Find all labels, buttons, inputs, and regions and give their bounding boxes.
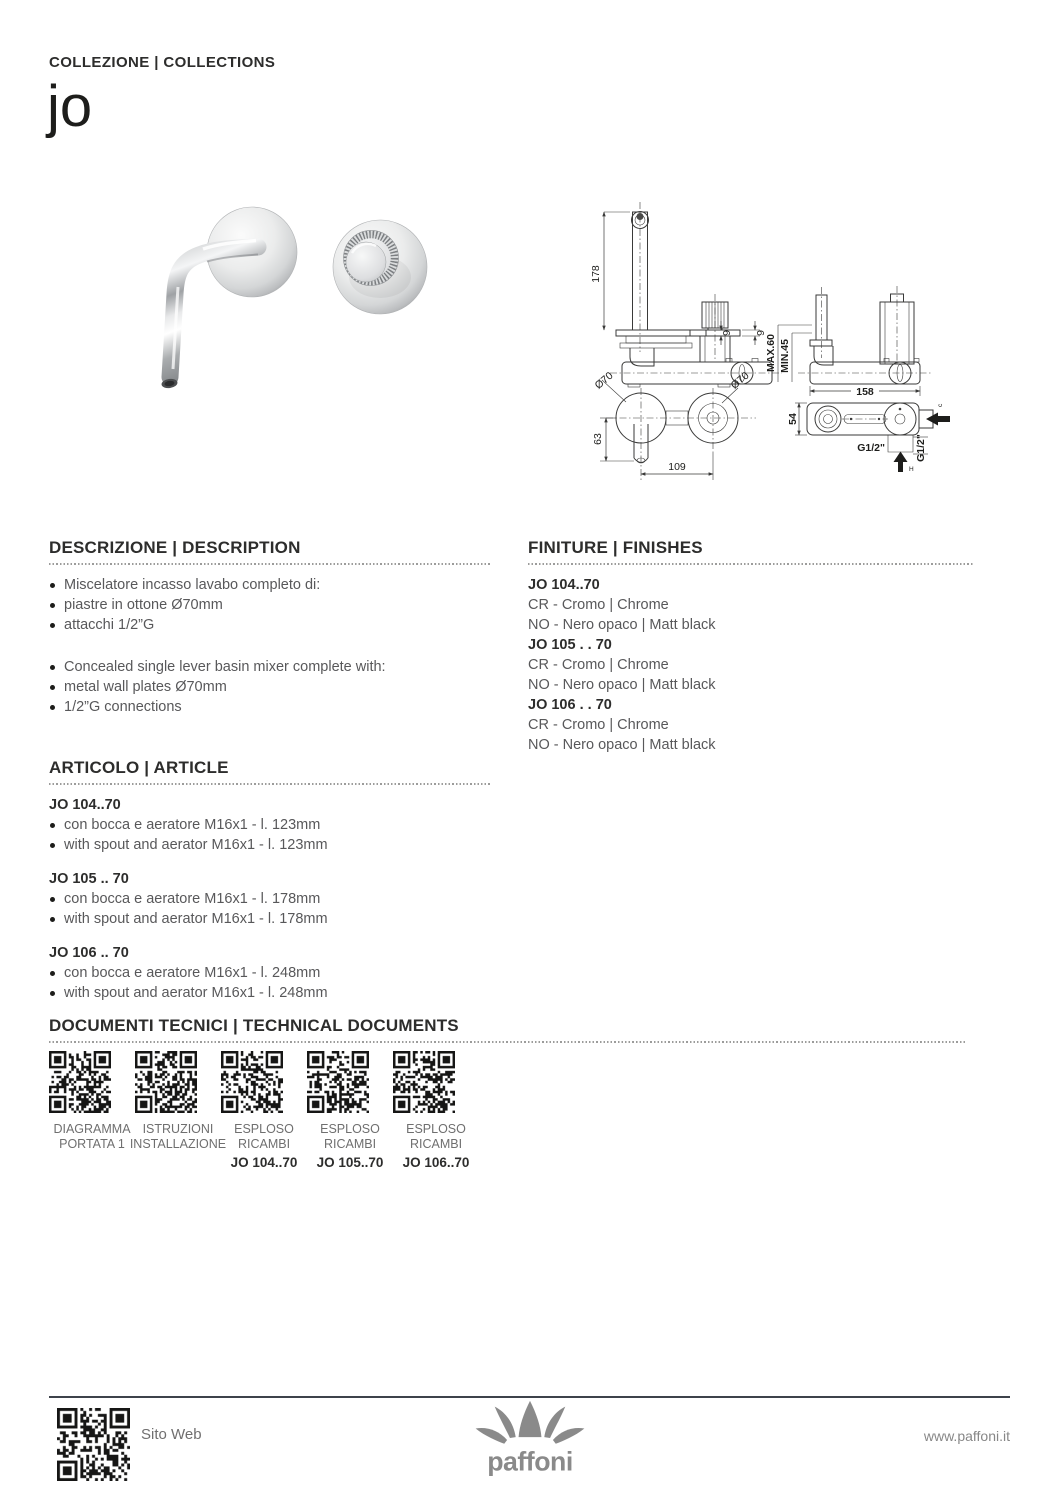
dim-spout-height — [590, 212, 630, 330]
description-item: attacchi 1/2”G — [49, 615, 490, 635]
finish-option: CR - Cromo | Chrome — [528, 717, 669, 733]
document-item — [307, 1051, 393, 1170]
svg-text:G1/2": G1/2" — [857, 442, 885, 454]
article-item: con bocca e aeratore M16x1 - l. 248mm — [49, 963, 490, 983]
qr-code-website — [57, 1408, 130, 1481]
dotted-rule — [49, 783, 490, 785]
dim-plate-thickness-right — [742, 321, 767, 345]
flow-arrow-left — [926, 413, 950, 426]
document-label: ESPLOSO RICAMBI — [234, 1122, 294, 1151]
dotted-rule — [49, 1041, 967, 1043]
documents-title: DOCUMENTI TECNICI | TECHNICAL DOCUMENTS — [49, 1016, 459, 1035]
dim-thread-bottom — [857, 442, 914, 473]
logo-fountain-icon — [476, 1401, 585, 1444]
bullet-icon — [50, 705, 55, 710]
qr-code — [307, 1051, 369, 1113]
svg-text:9: 9 — [721, 330, 733, 336]
document-code: JO 105..70 — [316, 1155, 384, 1170]
qr-code — [221, 1051, 283, 1113]
dim-centers-distance — [641, 452, 713, 480]
description-title: DESCRIZIONE | DESCRIPTION — [49, 538, 301, 557]
svg-text:c: c — [937, 403, 944, 407]
bullet-icon — [50, 583, 55, 588]
bullet-icon — [50, 823, 55, 828]
dotted-rule — [49, 563, 490, 565]
finish-code: JO 106 . . 70 — [528, 697, 612, 713]
svg-text:MIN.45: MIN.45 — [779, 339, 791, 373]
paffoni-logo — [468, 1397, 592, 1481]
finish-code: JO 104..70 — [528, 577, 600, 593]
finish-option: NO - Nero opaco | Matt black — [528, 617, 716, 633]
svg-text:G1/2": G1/2" — [915, 434, 927, 462]
product-photo — [140, 195, 440, 410]
svg-text:178: 178 — [590, 265, 602, 283]
document-label: DIAGRAMMA PORTATA 1 — [53, 1122, 131, 1151]
article-group — [49, 869, 490, 929]
article-item: con bocca e aeratore M16x1 - l. 178mm — [49, 889, 490, 909]
finish-option: CR - Cromo | Chrome — [528, 657, 669, 673]
side-view-rough-in — [798, 286, 932, 384]
document-label: ISTRUZIONI INSTALLAZIONE — [129, 1122, 227, 1151]
description-item: Concealed single lever basin mixer complete with: — [49, 657, 490, 677]
svg-text:MAX.60: MAX.60 — [765, 334, 777, 372]
svg-text:Ø70: Ø70 — [728, 369, 752, 392]
document-item — [49, 1051, 135, 1170]
dim-plate-diameter-left — [593, 370, 626, 402]
bullet-icon — [50, 897, 55, 902]
article-code: JO 106 .. 70 — [49, 945, 129, 961]
section-documents — [49, 1016, 967, 1170]
document-item — [393, 1051, 479, 1170]
document-code: JO 106..70 — [402, 1155, 470, 1170]
document-label: ESPLOSO RICAMBI — [320, 1122, 380, 1151]
document-code: JO 104..70 — [230, 1155, 298, 1170]
qr-code — [49, 1051, 111, 1113]
section-description — [49, 538, 490, 717]
finish-option: NO - Nero opaco | Matt black — [528, 677, 716, 693]
article-code: JO 105 .. 70 — [49, 871, 129, 887]
article-item: with spout and aerator M16x1 - l. 248mm — [49, 983, 490, 1003]
svg-text:H: H — [909, 466, 914, 473]
svg-text:63: 63 — [592, 433, 604, 445]
footer-website: www.paffoni.it — [923, 1428, 1010, 1444]
bullet-icon — [50, 917, 55, 922]
svg-text:Ø70: Ø70 — [592, 369, 616, 392]
dim-body-width — [787, 403, 807, 435]
finish-option: NO - Nero opaco | Matt black — [528, 737, 716, 753]
article-group — [49, 943, 490, 1003]
side-view-spout — [610, 202, 782, 387]
svg-text:109: 109 — [668, 461, 686, 473]
finishes-title: FINITURE | FINISHES — [528, 538, 703, 557]
svg-text:158: 158 — [856, 386, 874, 398]
finish-code: JO 105 . . 70 — [528, 637, 612, 653]
dotted-rule — [528, 563, 974, 565]
description-item: 1/2”G connections — [49, 697, 490, 717]
bullet-icon — [50, 843, 55, 848]
qr-code — [393, 1051, 455, 1113]
qr-code — [135, 1051, 197, 1113]
article-group — [49, 795, 490, 855]
logo-wordmark: paffoni — [487, 1446, 573, 1477]
dim-plate-diameter-right — [722, 370, 752, 403]
page-title: jo — [47, 74, 93, 139]
footer-qr-label: Sito Web — [141, 1426, 202, 1443]
bullet-icon — [50, 991, 55, 996]
description-item: metal wall plates Ø70mm — [49, 677, 490, 697]
section-finishes — [528, 538, 974, 755]
bullet-icon — [50, 603, 55, 608]
article-code: JO 104..70 — [49, 797, 121, 813]
bullet-icon — [50, 623, 55, 628]
article-item: con bocca e aeratore M16x1 - l. 123mm — [49, 815, 490, 835]
article-title: ARTICOLO | ARTICLE — [49, 758, 229, 777]
description-item: piastre in ottone Ø70mm — [49, 595, 490, 615]
document-item — [221, 1051, 307, 1170]
svg-text:54: 54 — [787, 413, 799, 425]
article-item: with spout and aerator M16x1 - l. 123mm — [49, 835, 490, 855]
article-item: with spout and aerator M16x1 - l. 178mm — [49, 909, 490, 929]
document-label: ESPLOSO RICAMBI — [406, 1122, 466, 1151]
bullet-icon — [50, 685, 55, 690]
svg-text:9: 9 — [755, 330, 767, 336]
bullet-icon — [50, 971, 55, 976]
flow-arrow-up — [894, 452, 908, 473]
description-item: Miscelatore incasso lavabo completo di: — [49, 575, 490, 595]
finish-option: CR - Cromo | Chrome — [528, 597, 669, 613]
technical-drawing — [570, 190, 960, 490]
bullet-icon — [50, 665, 55, 670]
document-item — [129, 1051, 227, 1170]
dim-body-length — [810, 386, 920, 398]
collection-label: COLLEZIONE | COLLECTIONS — [49, 54, 276, 71]
section-article — [49, 758, 490, 1017]
